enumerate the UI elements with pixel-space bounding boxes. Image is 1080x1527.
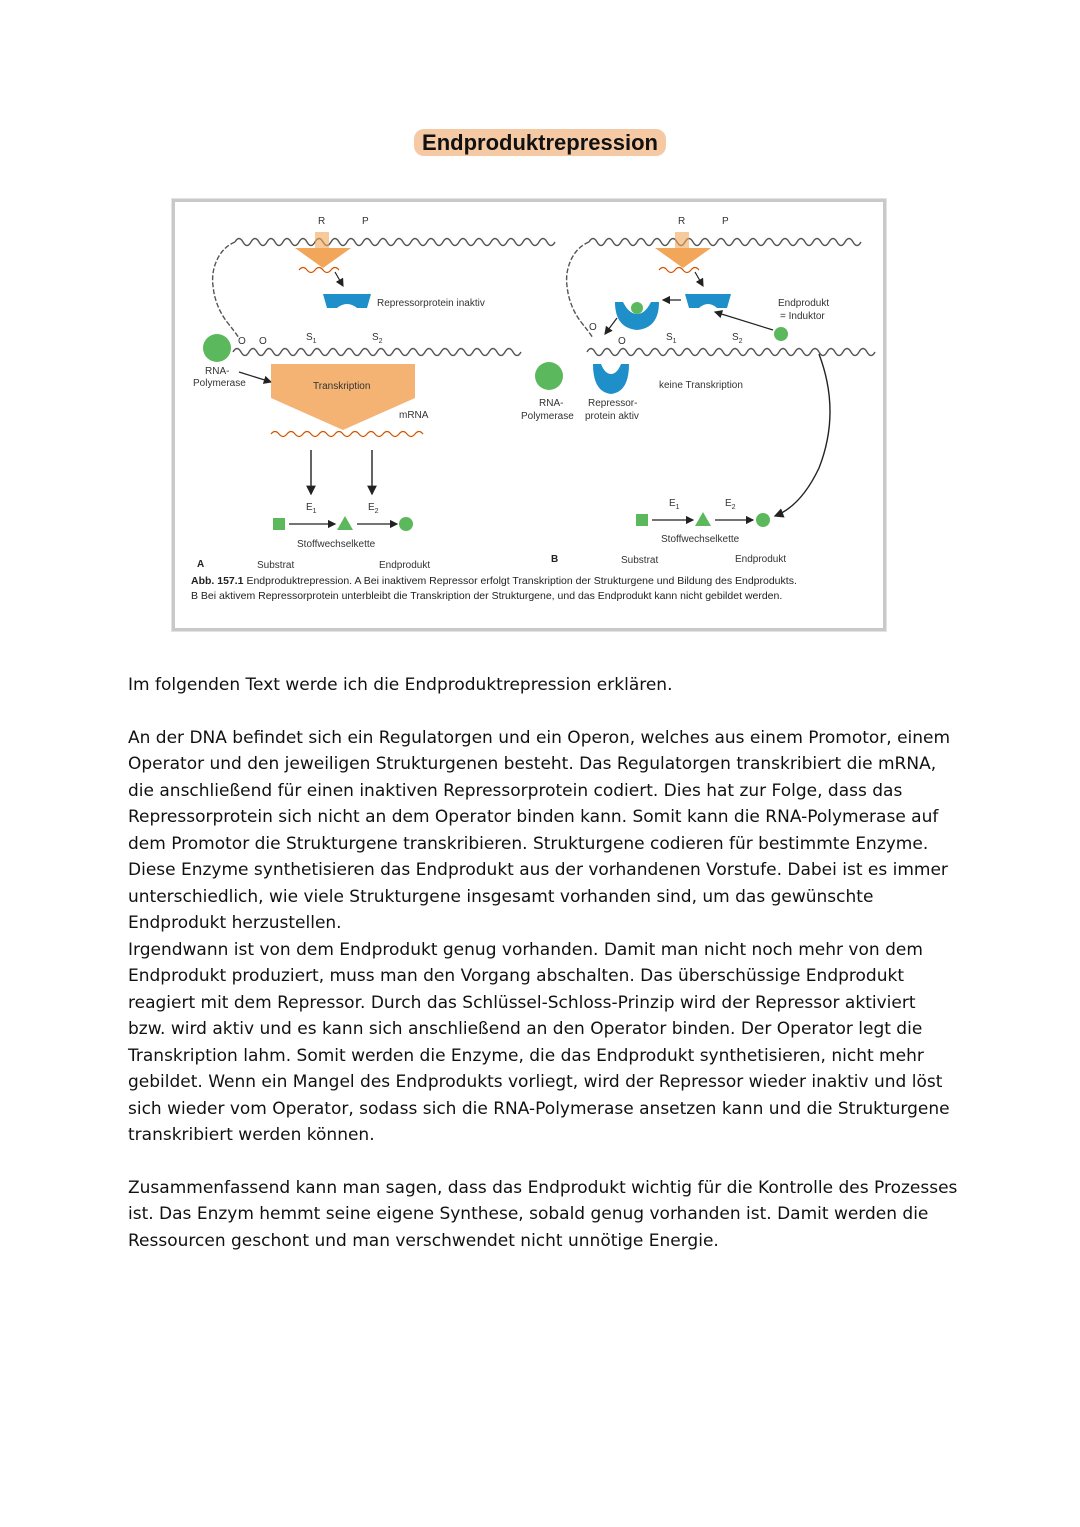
s1-sub-a: 1 bbox=[312, 338, 317, 345]
spacer bbox=[128, 1149, 958, 1175]
regulator-transcription-arrow-b bbox=[655, 248, 711, 268]
s2-main-b: S bbox=[732, 332, 739, 343]
panel-a bbox=[193, 216, 555, 571]
s2-label-a bbox=[372, 332, 383, 345]
mrna-label-a: mRNA bbox=[399, 410, 429, 421]
feedback-curve-b bbox=[775, 354, 830, 516]
s2-label-b bbox=[732, 332, 743, 345]
endproduct-circle-a bbox=[399, 517, 413, 531]
panel-b bbox=[521, 216, 875, 566]
rna-pol-label-b-1: RNA- bbox=[539, 398, 564, 409]
arrow-to-repressor-a bbox=[335, 272, 343, 286]
regulator-transcription-arrow-a bbox=[295, 248, 351, 268]
dna-strand-top-b bbox=[589, 239, 861, 246]
caption-line-2: B Bei aktivem Repressorprotein unterbleibt die Transkription der Strukturgene, und das Endprodukt kann nicht gebildet werden. bbox=[191, 590, 783, 602]
regulator-mrna-a bbox=[299, 268, 339, 273]
s1-sub-b: 1 bbox=[672, 338, 677, 345]
substrate-label-b: Substrat bbox=[621, 555, 659, 566]
rna-pol-label-a-2: Polymerase bbox=[193, 378, 246, 389]
inducer-free-b bbox=[774, 327, 788, 341]
figure-diagram bbox=[175, 202, 877, 572]
s2-sub-a: 2 bbox=[378, 338, 383, 345]
regulator-gene-mark-a bbox=[315, 232, 329, 248]
repressor-active-label-1: Repressor- bbox=[588, 398, 638, 409]
arrow-to-repressor-b bbox=[695, 272, 703, 286]
arrow-inducer-b bbox=[715, 312, 773, 330]
e2-label-b bbox=[725, 498, 736, 511]
intermediate-triangle-b bbox=[695, 512, 711, 526]
rna-pol-label-a-1: RNA- bbox=[205, 366, 230, 377]
s2-main-a: S bbox=[372, 332, 379, 343]
s1-main-a: S bbox=[306, 332, 313, 343]
figure-caption bbox=[191, 574, 871, 604]
inducer-bound-b bbox=[631, 302, 643, 314]
title-text: Endproduktrepression bbox=[414, 129, 666, 156]
pathway-label-b: Stoffwechselkette bbox=[661, 534, 740, 545]
e1-sub-a: 1 bbox=[312, 508, 317, 515]
e2-main-b: E bbox=[725, 498, 732, 509]
e2-main-a: E bbox=[368, 502, 375, 513]
page-title bbox=[0, 130, 1080, 156]
rna-polymerase-a bbox=[203, 334, 231, 362]
arrow-bind-operator-b bbox=[605, 318, 617, 334]
operator-label-a: O bbox=[259, 336, 267, 347]
e2-sub-a: 2 bbox=[374, 508, 379, 515]
regulator-label-a: R bbox=[318, 216, 326, 227]
s1-label-a bbox=[306, 332, 317, 345]
repressor-inactive-label: Repressorprotein inaktiv bbox=[377, 298, 485, 309]
repressor-active-label-2: protein aktiv bbox=[585, 411, 639, 422]
caption-line-1 bbox=[191, 574, 871, 589]
dna-strand-top-a bbox=[235, 239, 555, 246]
spacer bbox=[128, 699, 958, 725]
s1-label-b bbox=[666, 332, 677, 345]
transcription-arrow-a bbox=[271, 364, 415, 430]
rna-pol-label-b-2: Polymerase bbox=[521, 411, 574, 422]
regulator-mrna-b bbox=[659, 268, 699, 273]
endproduct-label-b: Endprodukt bbox=[735, 554, 787, 565]
intro-paragraph: Im folgenden Text werde ich die Endproduktrepression erklären. bbox=[128, 675, 673, 695]
promoter-label-b: P bbox=[722, 216, 729, 227]
regulator-gene-mark-b bbox=[675, 232, 689, 248]
paragraph-1: An der DNA befindet sich ein Regulatorgen und ein Operon, welches aus einem Promotor, einem Operator und den jeweiligen Strukturgenen besteht. Das Regulatorgen transkribiert die mRNA, die anschließend für einen inaktiven Repressorprotein codiert. Dies hat zur Folge, dass das Repressorprotein sich nicht an dem Operator binden kann. Somit kann die RNA-Polymerase auf dem Promotor die Strukturgene transkribieren. Strukturgene codieren für bestimmte Enzyme. Diese Enzyme synthetisieren das Endprodukt aus der vorhandenen Vorstufe. Dabei ist es immer unterschiedlich, wie viele Strukturgene insgesamt vorhanden sind, um das gewünschte Endprodukt herzustellen. bbox=[128, 727, 951, 933]
e1-sub-b: 1 bbox=[675, 504, 680, 511]
caption-label: Abb. 157.1 bbox=[191, 575, 244, 587]
e1-main-a: E bbox=[306, 502, 313, 513]
caption-head: Endproduktrepression. bbox=[246, 575, 353, 587]
dna-loop-a bbox=[213, 242, 239, 338]
rna-polymerase-b bbox=[535, 362, 563, 390]
repressor-active-shape-b bbox=[593, 364, 629, 394]
endproduct-label-b-1: Endprodukt bbox=[778, 298, 830, 309]
body-text bbox=[128, 672, 958, 1254]
e1-main-b: E bbox=[669, 498, 676, 509]
intermediate-triangle-a bbox=[337, 516, 353, 530]
paragraph-3: Zusammenfassend kann man sagen, dass das Endprodukt wichtig für die Kontrolle des Prozesses ist. Das Enzym hemmt seine eigene Synthese, sobald genug vorhanden ist. Damit werden die Ressourcen geschont und man verschwendet nicht unnötige Energie. bbox=[128, 1177, 958, 1251]
transcription-label-a: Transkription bbox=[313, 381, 371, 392]
operator-small-b: O bbox=[589, 322, 597, 333]
endproduct-label-b-2: = Induktor bbox=[780, 311, 825, 322]
e2-label-a bbox=[368, 502, 379, 515]
substrate-square-b bbox=[636, 514, 648, 526]
substrate-square-a bbox=[273, 518, 285, 530]
dna-strand-bottom-a bbox=[233, 349, 521, 356]
s1-main-b: S bbox=[666, 332, 673, 343]
regulator-label-b: R bbox=[678, 216, 686, 227]
panel-letter-b: B bbox=[551, 554, 559, 565]
operator-label-b: O bbox=[618, 336, 626, 347]
e1-label-a bbox=[306, 502, 317, 515]
panel-letter-a: A bbox=[197, 559, 205, 570]
caption-rest: A Bei inaktivem Repressor erfolgt Transkription der Strukturgene und Bildung des Endprodukts. bbox=[354, 575, 797, 587]
dna-strand-bottom-b bbox=[587, 349, 875, 356]
mrna-strand-a bbox=[271, 432, 423, 437]
e1-label-b bbox=[669, 498, 680, 511]
paragraph-2: Irgendwann ist von dem Endprodukt genug vorhanden. Damit man nicht noch mehr von dem Endprodukt produziert, muss man den Vorgang abschalten. Das überschüssige Endprodukt reagiert mit dem Repressor. Durch das Schlüssel-Schloss-Prinzip wird der Repressor aktiviert bzw. wird aktiv und es kann sich anschließend an den Operator binden. Der Operator legt die Transkription lahm. Somit werden die Enzyme, die das Endprodukt synthetisieren, nicht mehr gebildet. Wenn ein Mangel des Endprodukts vorliegt, wird der Repressor wieder inaktiv und löst sich wieder vom Operator, sodass sich die RNA-Polymerase ansetzen kann und die Strukturgene transkribiert werden können. bbox=[128, 939, 950, 1145]
s2-sub-b: 2 bbox=[738, 338, 743, 345]
operator-small-a: O bbox=[238, 336, 246, 347]
substrate-label-a: Substrat bbox=[257, 560, 295, 571]
figure-endproduct-repression bbox=[172, 199, 886, 631]
no-transcription-label: keine Transkription bbox=[659, 380, 743, 391]
pathway-label-a: Stoffwechselkette bbox=[297, 539, 376, 550]
promoter-label-a: P bbox=[362, 216, 369, 227]
endproduct-circle-b bbox=[756, 513, 770, 527]
endproduct-label-a: Endprodukt bbox=[379, 560, 431, 571]
repressor-inactive-shape bbox=[323, 294, 371, 308]
e2-sub-b: 2 bbox=[731, 504, 736, 511]
repressor-inactive-shape-b bbox=[685, 294, 731, 308]
